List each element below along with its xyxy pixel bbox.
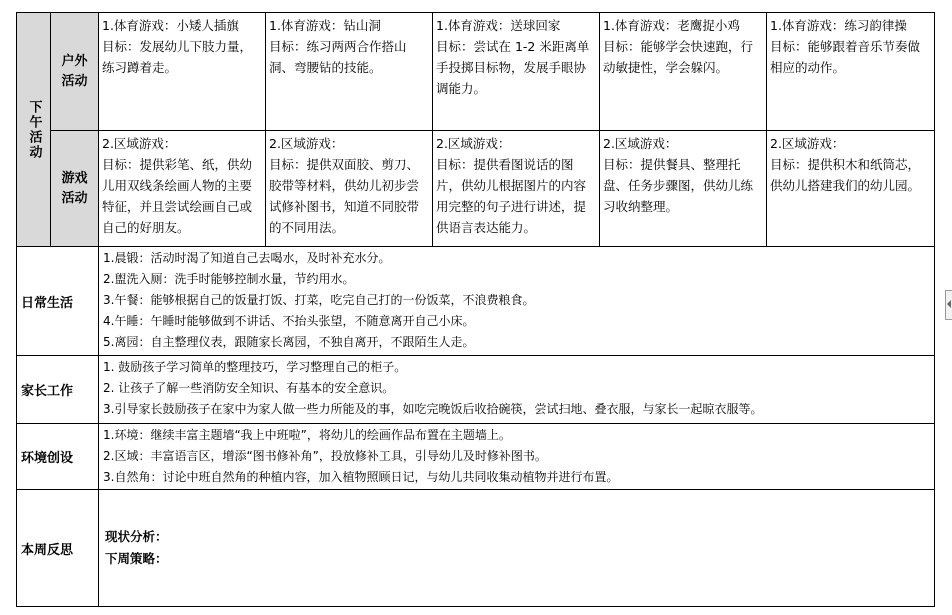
outdoor-game-title: 1.体育游戏：小矮人插旗: [102, 18, 239, 33]
outdoor-game-title: 1.体育游戏：送球回家: [436, 18, 561, 33]
outdoor-row: [17, 13, 935, 131]
play-cell: [600, 131, 767, 247]
daily-item: 2.盥洗入厕：洗手时能够控制水量，节约用水。: [103, 272, 355, 286]
outdoor-cell: [433, 13, 600, 131]
outdoor-game-title: 1.体育游戏：钻山洞: [269, 18, 381, 33]
parents-label-text: 家长工作: [21, 384, 74, 399]
weekly-plan-table: [16, 12, 935, 607]
daily-label: [17, 247, 99, 356]
area-game-title: 2.区域游戏：: [603, 136, 678, 151]
parents-item: 1. 鼓励孩子学习简单的整理技巧，学习整理自己的柜子。: [103, 360, 407, 374]
environment-label-text: 环境创设: [21, 451, 74, 466]
area-game-title: 2.区域游戏：: [770, 136, 845, 151]
outdoor-game-goal: 目标：能够学会快速跑，行动敏捷性，学会躲闪。: [603, 39, 754, 75]
area-game-goal: 目标：提供双面胶、剪刀、胶带等材料，供幼儿初步尝试修补图书，知道不同胶带的不同用法。: [269, 157, 420, 235]
outdoor-cell: [99, 13, 266, 131]
outdoor-cell: [600, 13, 767, 131]
afternoon-label: [17, 13, 51, 247]
reflection-analysis: 现状分析：: [105, 529, 168, 544]
area-game-title: 2.区域游戏：: [436, 136, 511, 151]
parents-item: 3.引导家长鼓励孩子在家中为家人做一些力所能及的事，如吃完晚饭后收拾碗筷，尝试扫地、叠衣服，与家长一起晾衣服等。: [103, 402, 763, 416]
play-cell: [266, 131, 433, 247]
outdoor-label-text: 户外活动: [61, 53, 88, 89]
parents-cell: [99, 356, 935, 424]
daily-cell: [99, 247, 935, 356]
area-game-goal: 目标：提供彩笔、纸，供幼儿用双线条绘画人物的主要特征，并且尝试绘画自己或自己的好朋友。: [102, 157, 253, 235]
outdoor-game-goal: 目标：尝试在 1-2 米距离单手投掷目标物，发展手眼协调能力。: [436, 39, 590, 96]
reflection-label-text: 本周反思: [21, 542, 74, 558]
outdoor-game-title: 1.体育游戏：练习韵律操: [770, 18, 907, 33]
play-cell: [99, 131, 266, 247]
area-game-title: 2.区域游戏：: [269, 136, 344, 151]
daily-item: 4.午睡：午睡时能够做到不讲话、不抬头张望，不随意离开自己小床。: [103, 314, 475, 328]
play-cell: [767, 131, 935, 247]
play-cell: [433, 131, 600, 247]
reflection-cell: [99, 490, 935, 607]
weekly-plan-sheet: [16, 12, 934, 607]
play-row: [17, 131, 935, 247]
outdoor-game-goal: 目标：练习两两合作搭山洞、弯腰钻的技能。: [269, 39, 407, 75]
daily-label-text: 日常生活: [21, 295, 74, 311]
area-game-goal: 目标：提供积木和纸筒芯，供幼儿搭建我们的幼儿园。: [770, 157, 921, 193]
area-game-goal: 目标：提供餐具、整理托盘、任务步骤图，供幼儿练习收纳整理。: [603, 157, 754, 214]
environment-item: 1.环境：继续丰富主题墙“我上中班啦”，将幼儿的绘画作品布置在主题墙上。: [103, 428, 511, 442]
environment-item: 3.自然角：讨论中班自然角的种植内容，加入植物照顾日记，与幼儿共同收集动植物并进行布置。: [103, 470, 619, 484]
play-label-text: 游戏活动: [61, 170, 88, 206]
daily-item: 5.离园：自主整理仪表，跟随家长离园，不独自离开，不跟陌生人走。: [103, 335, 475, 349]
environment-row: [17, 424, 935, 490]
reflection-strategy: 下周策略：: [105, 551, 168, 566]
area-game-goal: 目标：提供看图说话的图片，供幼儿根据图片的内容用完整的句子进行讲述，提供语言表达能力。: [436, 157, 587, 235]
daily-item: 1.晨锻：活动时渴了知道自己去喝水，及时补充水分。: [103, 251, 391, 265]
daily-row: [17, 247, 935, 356]
play-label: [51, 131, 99, 247]
reflection-row: [17, 490, 935, 607]
outdoor-game-title: 1.体育游戏：老鹰捉小鸡: [603, 18, 740, 33]
daily-item: 3.午餐：能够根据自己的饭量打饭、打菜，吃完自己打的一份饭菜，不浪费粮食。: [103, 293, 535, 307]
outdoor-label: [51, 13, 99, 131]
environment-item: 2.区域：丰富语言区，增添“图书修补角”，投放修补工具，引导幼儿及时修补图书。: [103, 449, 547, 463]
outdoor-game-goal: 目标：能够跟着音乐节奏做相应的动作。: [770, 39, 921, 75]
outdoor-cell: [266, 13, 433, 131]
parents-label: [17, 356, 99, 424]
reflection-label: [17, 490, 99, 607]
parents-item: 2. 让孩子了解一些消防安全知识、有基本的安全意识。: [103, 381, 395, 395]
outdoor-game-goal: 目标：发展幼儿下肢力量，练习蹲着走。: [102, 39, 253, 75]
outdoor-cell: [767, 13, 935, 131]
parents-row: [17, 356, 935, 424]
side-scroll-handle[interactable]: [945, 290, 952, 320]
environment-cell: [99, 424, 935, 490]
environment-label: [17, 424, 99, 490]
chevron-left-icon: [947, 300, 951, 308]
area-game-title: 2.区域游戏：: [102, 136, 177, 151]
afternoon-label-text: 下午活动: [26, 99, 42, 160]
